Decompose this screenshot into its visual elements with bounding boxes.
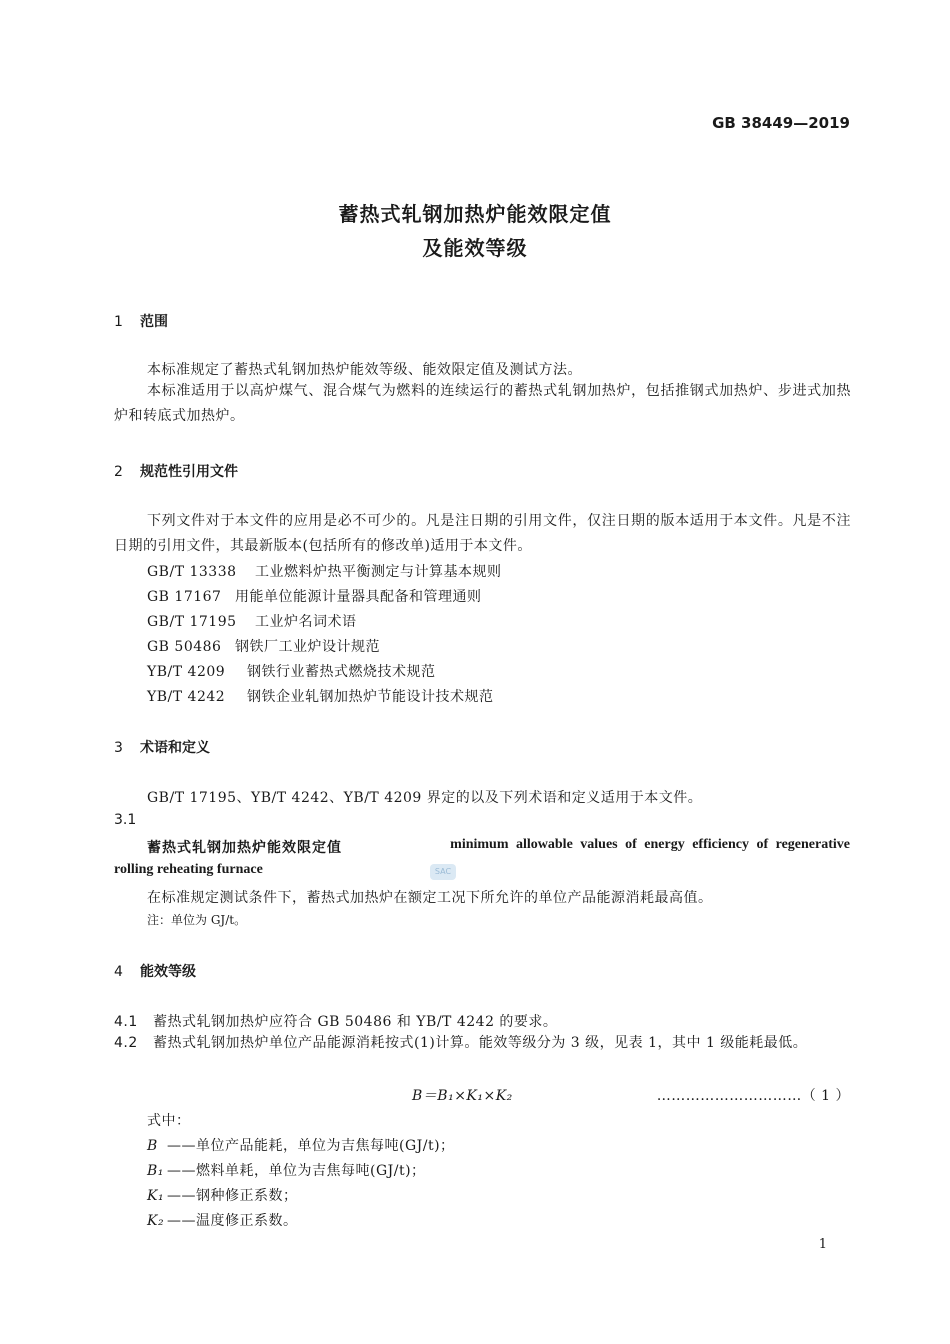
variable-def [147, 1135, 455, 1155]
reference-title: 钢铁企业轧钢加热炉节能设计技术规范 [247, 689, 494, 705]
s1-paragraph-1: 本标准规定了蓄热式轧钢加热炉能效等级、能效限定值及测试方法。 [147, 362, 582, 378]
reference-item [147, 686, 494, 706]
reference-item [147, 636, 380, 656]
variable-def [147, 1185, 298, 1205]
section-number: 1 [114, 314, 123, 330]
section-number: 3 [114, 740, 123, 756]
section-number: 2 [114, 464, 123, 480]
watermark-logo: SAC [430, 864, 456, 880]
where-label: 式中： [147, 1113, 191, 1129]
reference-item [147, 611, 357, 631]
reference-item [147, 561, 502, 581]
reference-code: GB 50486 [147, 639, 222, 655]
variable-symbol: B₁ [147, 1163, 164, 1179]
reference-code: GB 17167 [147, 589, 222, 605]
term-entry [147, 837, 850, 857]
variable-description: ——钢种修正系数； [167, 1188, 298, 1204]
section-title: 规范性引用文件 [140, 464, 238, 480]
standard-code: GB 38449—2019 [712, 114, 850, 132]
section-title: 术语和定义 [140, 740, 210, 756]
term-english-line2: rolling reheating furnace [114, 862, 263, 877]
term-note: 注：单位为 GJ/t。 [147, 913, 247, 927]
s2-paragraph-1: 下列文件对于本文件的应用是必不可少的。凡是注日期的引用文件，仅注日期的版本适用于本文件。凡是不注日期的引用文件，其最新版本(包括所有的修改单)适用于本文件。 [114, 513, 851, 554]
clause-number: 4.1 [114, 1014, 138, 1030]
section-2-heading [114, 461, 238, 481]
variable-def [147, 1160, 426, 1180]
clause-text: 蓄热式轧钢加热炉单位产品能源消耗按式(1)计算。能效等级分为 3 级，见表 1，其中 1 级能耗最低。 [153, 1035, 808, 1051]
s1-paragraph-2: 本标准适用于以高炉煤气、混合煤气为燃料的连续运行的蓄热式轧钢加热炉，包括推钢式加热炉、步进式加热炉和转底式加热炉。 [114, 383, 851, 424]
reference-code: YB/T 4209 [147, 664, 226, 680]
variable-def [147, 1210, 298, 1230]
variable-description: ——温度修正系数。 [167, 1213, 298, 1229]
clause-4-1 [114, 1011, 557, 1031]
variable-symbol: K₁ [147, 1188, 165, 1204]
section-4-heading [114, 961, 196, 981]
reference-item [147, 586, 482, 606]
reference-code: YB/T 4242 [147, 689, 226, 705]
reference-code: GB/T 13338 [147, 564, 237, 580]
reference-title: 钢铁厂工业炉设计规范 [235, 639, 380, 655]
reference-title: 钢铁行业蓄热式燃烧技术规范 [247, 664, 436, 680]
clause-4-2 [114, 1031, 851, 1056]
term-english-line1: minimum allowable values of energy efficiency of regenerative [450, 837, 850, 852]
term-number: 3.1 [114, 812, 137, 828]
document-title-line2: 及能效等级 [422, 236, 528, 260]
clause-number: 4.2 [114, 1035, 138, 1051]
clause-text: 蓄热式轧钢加热炉应符合 GB 50486 和 YB/T 4242 的要求。 [153, 1014, 558, 1030]
term-chinese: 蓄热式轧钢加热炉能效限定值 [147, 840, 342, 856]
section-title: 能效等级 [140, 964, 196, 980]
reference-title: 工业炉名词术语 [255, 614, 357, 630]
section-3-heading [114, 737, 210, 757]
variable-description: ——单位产品能耗，单位为吉焦每吨(GJ/t)； [167, 1138, 455, 1154]
section-title: 范围 [140, 314, 168, 330]
reference-title: 工业燃料炉热平衡测定与计算基本规则 [255, 564, 502, 580]
reference-title: 用能单位能源计量器具配备和管理通则 [235, 589, 482, 605]
term-definition: 在标准规定测试条件下，蓄热式加热炉在额定工况下所允许的单位产品能源消耗最高值。 [147, 890, 713, 906]
reference-code: GB/T 17195 [147, 614, 237, 630]
reference-item [147, 661, 436, 681]
s3-paragraph-1: GB/T 17195、YB/T 4242、YB/T 4209 界定的以及下列术语和定义适用于本文件。 [147, 790, 703, 806]
document-title-line1: 蓄热式轧钢加热炉能效限定值 [338, 202, 612, 226]
section-1-heading [114, 311, 168, 331]
formula-number: …………………………（ 1 ） [656, 1088, 850, 1104]
variable-symbol: K₂ [147, 1213, 165, 1229]
page-number: 1 [818, 1237, 827, 1252]
variable-symbol: B [147, 1138, 158, 1154]
variable-description: ——燃料单耗，单位为吉焦每吨(GJ/t)； [167, 1163, 426, 1179]
section-number: 4 [114, 964, 123, 980]
formula: B＝B₁×K₁×K₂ [412, 1088, 513, 1104]
